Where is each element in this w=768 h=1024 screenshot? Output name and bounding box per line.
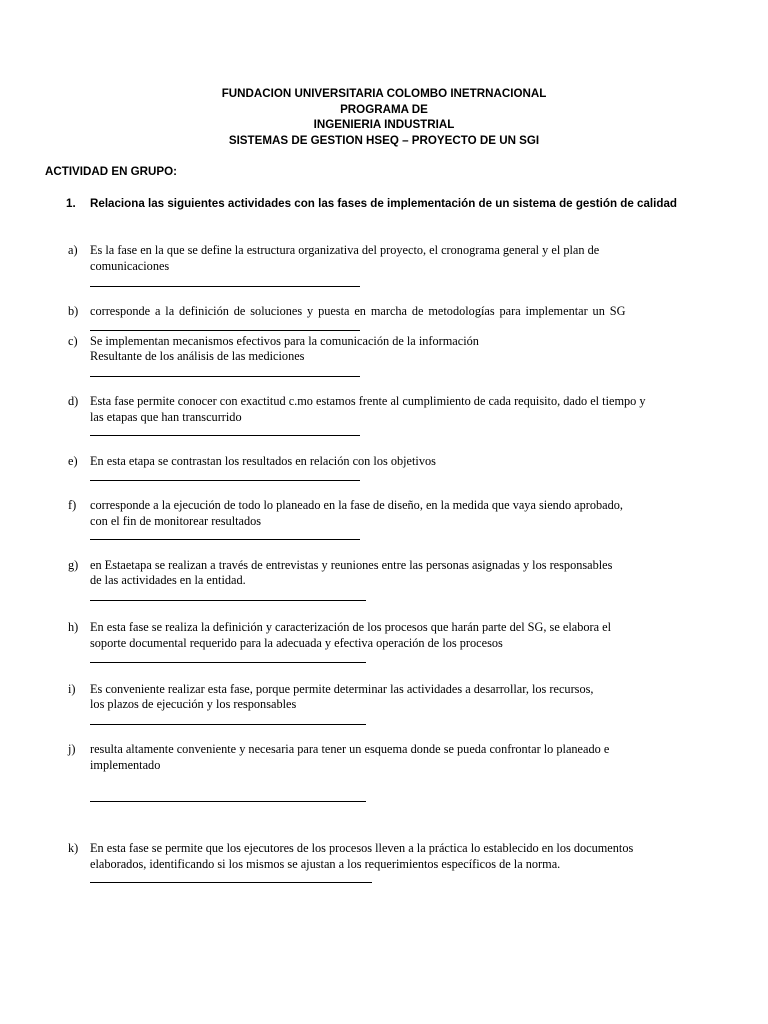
item-text-line: Es conveniente realizar esta fase, porque permite determinar las actividades a desarrollar, los recursos, [90,682,594,696]
item-text-line: corresponde a la ejecución de todo lo planeado en la fase de diseño, en la medida que vaya siendo aprobado, [90,498,623,512]
item-text-line: resulta altamente conveniente y necesaria para tener un esquema donde se pueda confrontar lo planeado e [90,742,610,756]
item-letter: k) [68,841,79,855]
item-text-line: En esta fase se permite que los ejecutores de los procesos lleven a la práctica lo establecido en los documentos [90,841,634,855]
item-letter: g) [68,558,79,572]
program-label: PROGRAMA DE [340,102,428,116]
answer-blank-line[interactable] [90,435,360,436]
item-text-line: de las actividades en la entidad. [90,573,246,587]
item-text-line: En esta fase se realiza la definición y caracterización de los procesos que harán parte del SG, se elabora el [90,620,612,634]
item-text-line: soporte documental requerido para la adecuada y efectiva operación de los procesos [90,636,503,650]
item-letter: a) [68,243,78,257]
item-text-line: con el fin de monitorear resultados [90,514,262,528]
item-letter: j) [68,742,76,756]
item-letter: h) [68,620,79,634]
question-number: 1. [66,197,76,210]
item-text-line: En esta etapa se contrastan los resultados en relación con los objetivos [90,454,436,468]
course-title: SISTEMAS DE GESTION HSEQ – PROYECTO DE UN SGI [228,133,540,147]
document-header [0,86,768,148]
institution-name: FUNDACION UNIVERSITARIA COLOMBO INETRNACIONAL [221,87,547,100]
answer-blank-line[interactable] [90,882,372,883]
item-text-line: implementado [90,758,161,772]
item-text-line: en Estaetapa se realizan a través de entrevistas y reuniones entre las personas asignadas y los responsables [90,558,613,572]
item-letter: e) [68,454,78,468]
answer-blank-line[interactable] [90,480,360,481]
item-text-line: Esta fase permite conocer con exactitud c.mo estamos frente al cumplimiento de cada requisito, dado el tiempo y [90,394,646,408]
item-letter: d) [68,394,79,408]
answer-blank-line[interactable] [90,286,360,287]
answer-blank-line[interactable] [90,724,366,725]
item-text-line: Se implementan mecanismos efectivos para la comunicación de la información [90,334,479,348]
answer-blank-line[interactable] [90,662,366,663]
item-text-line: corresponde a la definición de soluciones y puesta en marcha de metodologías para implementar un SG [90,304,626,318]
program-name: INGENIERIA INDUSTRIAL [313,118,455,131]
answer-blank-line[interactable] [90,801,366,802]
question-text: Relaciona las siguientes actividades con las fases de implementación de un sistema de gestión de calidad [90,197,677,210]
answer-blank-line[interactable] [90,330,360,331]
item-text-line: Resultante de los análisis de las mediciones [90,349,305,363]
item-letter: b) [68,304,79,318]
answer-blank-line[interactable] [90,376,360,377]
item-text-line: elaborados, identificando si los mismos se ajustan a los requerimientos específicos de la norma. [90,857,561,871]
item-text-line: comunicaciones [90,259,170,273]
item-text-line: los plazos de ejecución y los responsables [90,697,297,711]
item-letter: i) [68,682,76,696]
answer-blank-line[interactable] [90,600,366,601]
item-text-line: las etapas que han transcurrido [90,410,242,424]
activity-title: ACTIVIDAD EN GRUPO: [45,165,178,178]
item-text-line: Es la fase en la que se define la estructura organizativa del proyecto, el cronograma general y el plan de [90,243,600,257]
item-letter: c) [68,334,78,348]
answer-blank-line[interactable] [90,539,360,540]
item-letter: f) [68,498,77,512]
